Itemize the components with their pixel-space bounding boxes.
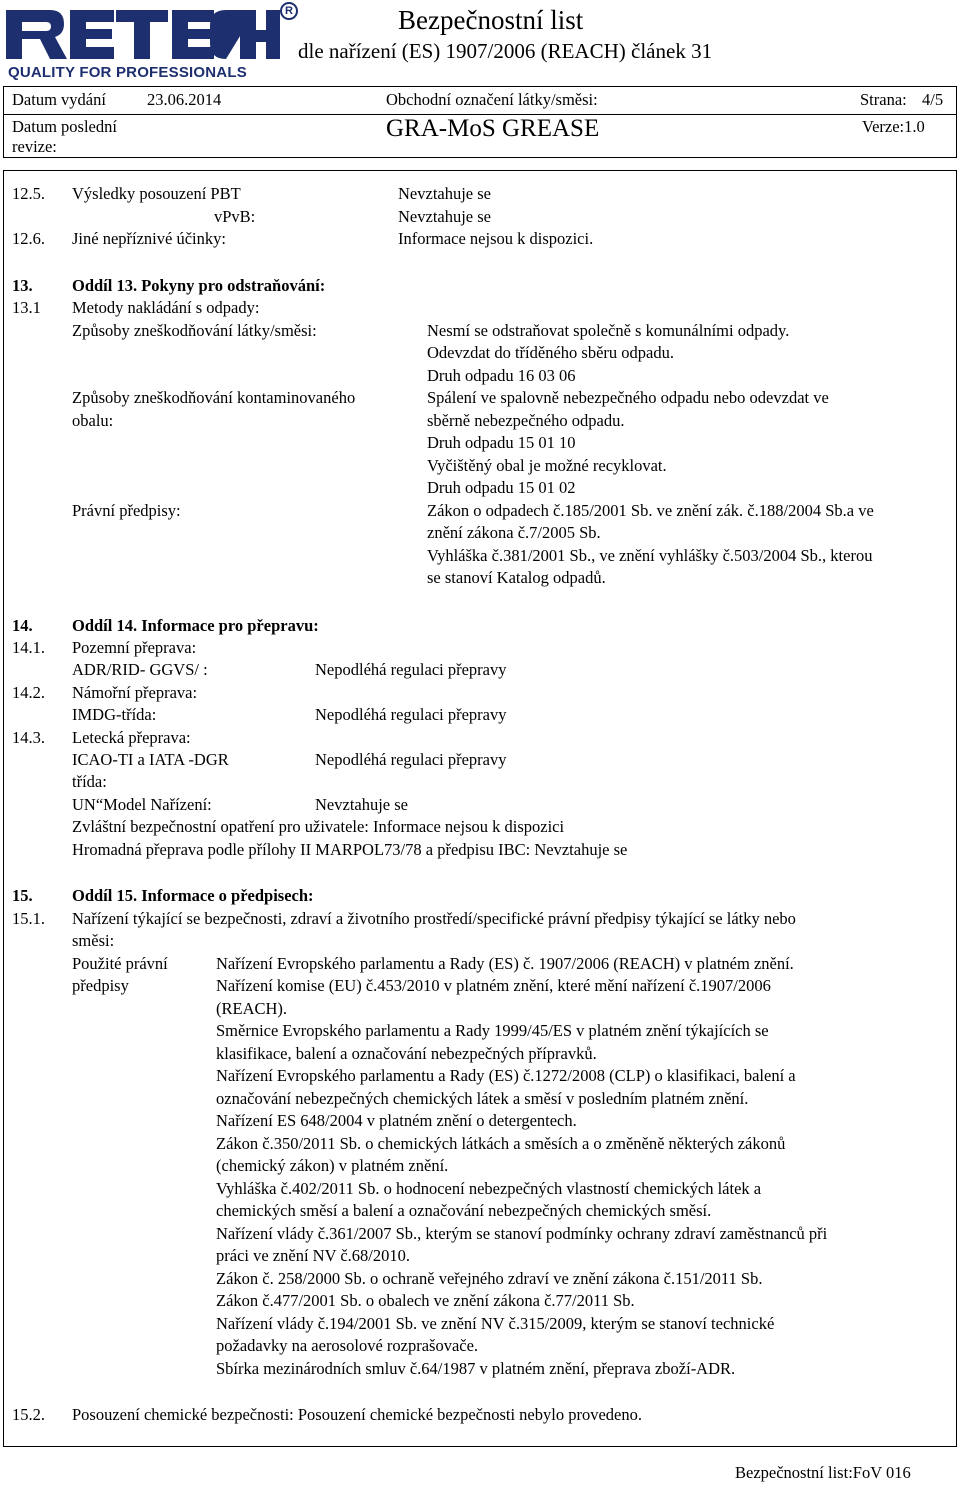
s13-legal-label: Právní předpisy:: [72, 501, 181, 520]
s15-2-number: 15.2.: [12, 1405, 45, 1424]
s14-3-label: ICAO-TI a IATA -DGR: [72, 750, 229, 769]
s12-6-value: Informace nejsou k dispozici.: [398, 229, 594, 248]
revision-label-2: revize:: [12, 137, 57, 156]
s14-2-label: IMDG-třída:: [72, 705, 157, 724]
registered-mark: R: [280, 2, 298, 20]
s14-3-value: Nepodléhá regulaci přepravy: [315, 750, 507, 769]
s12-5-number: 12.5.: [12, 184, 45, 203]
s13-packaging-label: Způsoby zneškodňování kontaminovaného: [72, 388, 356, 407]
s13-1-number: 13.1: [12, 298, 41, 317]
s15-title: Oddíl 15. Informace o předpisech:: [72, 886, 314, 905]
regulation-line: Zákon č.350/2011 Sb. o chemických látkách a směsích a o změněně některých zákonů: [216, 1134, 786, 1153]
issue-date: 23.06.2014: [147, 90, 222, 109]
regulation-line: Směrnice Evropského parlamentu a Rady 1999/45/ES v platném znění týkajících se: [216, 1021, 769, 1040]
s13-packaging-line-2: sběrně nebezpečného odpadu.: [427, 411, 625, 430]
s15-2-text: Posouzení chemické bezpečnosti: Posouzení chemické bezpečnosti nebylo provedeno.: [72, 1405, 642, 1424]
s15-1-title-2: směsi:: [72, 931, 115, 950]
product-name: GRA-MoS GREASE: [386, 115, 600, 142]
s13-legal-line-3: Vyhláška č.381/2001 Sb., ve znění vyhlášky č.503/2004 Sb., kterou: [427, 546, 873, 565]
s13-packaging-line-5: Druh odpadu 15 01 02: [427, 478, 576, 497]
s14-3-title: Letecká přeprava:: [72, 728, 191, 747]
s13-substance-line-1: Nesmí se odstraňovat společně s komunálními odpady.: [427, 321, 790, 340]
revision-label: Datum poslední: [12, 117, 117, 136]
regulation-line: (chemický zákon) v platném znění.: [216, 1156, 449, 1175]
regulation-line: Zákon č. 258/2000 Sb. o ochraně veřejného zdraví ve znění zákona č.151/2011 Sb.: [216, 1269, 763, 1288]
regulation-line: označování nebezpečných chemických látek a směsí v posledním platném znění.: [216, 1089, 749, 1108]
regulation-line: požadavky na aerosolové rozprašovače.: [216, 1336, 479, 1355]
s13-packaging-line-3: Druh odpadu 15 01 10: [427, 433, 576, 452]
s14-2-number: 14.2.: [12, 683, 45, 702]
company-logo: [4, 2, 294, 82]
s13-title: Oddíl 13. Pokyny pro odstraňování:: [72, 276, 326, 295]
footer-doc-id: Bezpečnostní list:FoV 016: [735, 1463, 911, 1482]
regulation-line: práci ve znění NV č.68/2010.: [216, 1246, 410, 1265]
s13-substance-line-3: Druh odpadu 16 03 06: [427, 366, 576, 385]
document-subtitle: dle nařízení (ES) 1907/2006 (REACH) článek 31: [298, 39, 713, 63]
s14-bulk-transport: Hromadná přeprava podle přílohy II MARPOL73/78 a předpisu IBC: Nevztahuje se: [72, 840, 628, 859]
s13-packaging-line-4: Vyčištěný obal je možné recyklovat.: [427, 456, 667, 475]
s15-1-number: 15.1.: [12, 909, 45, 928]
regulation-line: Sbírka mezinárodních smluv č.64/1987 v platném znění, přeprava zboží-ADR.: [216, 1359, 736, 1378]
regulation-line: Nařízení vlády č.361/2007 Sb., kterým se stanoví podmínky ochrany zdraví zaměstnanců při: [216, 1224, 828, 1243]
logo-tagline: QUALITY FOR PROFESSIONALS: [8, 64, 247, 81]
regulation-line: Zákon č.477/2001 Sb. o obalech ve znění zákona č.77/2011 Sb.: [216, 1291, 635, 1310]
regulation-line: Nařízení komise (EU) č.453/2010 v platném znění, které mění nařízení č.1907/2006: [216, 976, 771, 995]
s14-2-value: Nepodléhá regulaci přepravy: [315, 705, 507, 724]
s13-packaging-label-2: obalu:: [72, 411, 114, 430]
s13-legal-line-1: Zákon o odpadech č.185/2001 Sb. ve znění zák. č.188/2004 Sb.a ve: [427, 501, 874, 520]
s15-number: 15.: [12, 886, 33, 905]
trade-name-label: Obchodní označení látky/směsi:: [386, 90, 598, 109]
s15-regulations-label: Použité právní: [72, 954, 168, 973]
s14-title: Oddíl 14. Informace pro přepravu:: [72, 616, 319, 635]
s13-substance-label: Způsoby zneškodňování látky/směsi:: [72, 321, 317, 340]
s12-5-vpvb-value: Nevztahuje se: [398, 207, 491, 226]
regulation-line: Nařízení Evropského parlamentu a Rady (ES) č. 1907/2006 (REACH) v platném znění.: [216, 954, 794, 973]
s12-5-value: Nevztahuje se: [398, 184, 491, 203]
regulation-line: Nařízení ES 648/2004 v platném znění o detergentech.: [216, 1111, 577, 1130]
s14-1-title: Pozemní přeprava:: [72, 638, 197, 657]
s13-number: 13.: [12, 276, 33, 295]
s14-3-label-2: třída:: [72, 772, 107, 791]
s13-1-title: Metody nakládání s odpady:: [72, 298, 260, 317]
regulation-line: (REACH).: [216, 999, 288, 1018]
retech-logo-wordmark: [4, 2, 282, 64]
s14-1-value: Nepodléhá regulaci přepravy: [315, 660, 507, 679]
regulation-line: chemických směsí a balení a označování nebezpečných chemických směsí.: [216, 1201, 712, 1220]
s13-substance-line-2: Odevzdat do tříděného sběru odpadu.: [427, 343, 674, 362]
s15-1-title: Nařízení týkající se bezpečnosti, zdraví a životního prostředí/specifické právní předpisy týkající se látky nebo: [72, 909, 796, 928]
s14-3-number: 14.3.: [12, 728, 45, 747]
s13-legal-line-4: se stanoví Katalog odpadů.: [427, 568, 606, 587]
s12-6-label: Jiné nepříznivé účinky:: [72, 229, 226, 248]
s14-1-number: 14.1.: [12, 638, 45, 657]
s13-packaging-line-1: Spálení ve spalovně nebezpečného odpadu nebo odevzdat ve: [427, 388, 829, 407]
s12-6-number: 12.6.: [12, 229, 45, 248]
s15-regulations-label-2: předpisy: [72, 976, 129, 995]
s12-5-vpvb-label: vPvB:: [214, 207, 256, 226]
regulation-line: Nařízení Evropského parlamentu a Rady (ES) č.1272/2008 (CLP) o klasifikaci, balení a: [216, 1066, 796, 1085]
regulation-line: Vyhláška č.402/2011 Sb. o hodnocení nebezpečných vlastností chemických látek a: [216, 1179, 762, 1198]
page-label: Strana:: [860, 90, 907, 109]
s14-number: 14.: [12, 616, 33, 635]
document-title: Bezpečnostní list: [398, 5, 584, 35]
regulation-line: klasifikace, balení a označování nebezpečných přípravků.: [216, 1044, 597, 1063]
issue-date-label: Datum vydání: [12, 90, 106, 109]
s12-5-label: Výsledky posouzení PBT: [72, 184, 241, 203]
version: Verze:1.0: [862, 117, 925, 136]
regulation-line: Nařízení vlády č.194/2001 Sb. ve znění NV č.315/2009, kterým se stanoví technické: [216, 1314, 775, 1333]
s14-1-label: ADR/RID- GGVS/ :: [72, 660, 208, 679]
s14-un-label: UN“Model Nařízení:: [72, 795, 212, 814]
s14-2-title: Námořní přeprava:: [72, 683, 198, 702]
s13-legal-line-2: znění zákona č.7/2005 Sb.: [427, 523, 601, 542]
page-number: 4/5: [922, 90, 944, 109]
s14-special-precautions: Zvláštní bezpečnostní opatření pro uživatele: Informace nejsou k dispozici: [72, 817, 565, 836]
s14-un-value: Nevztahuje se: [315, 795, 408, 814]
